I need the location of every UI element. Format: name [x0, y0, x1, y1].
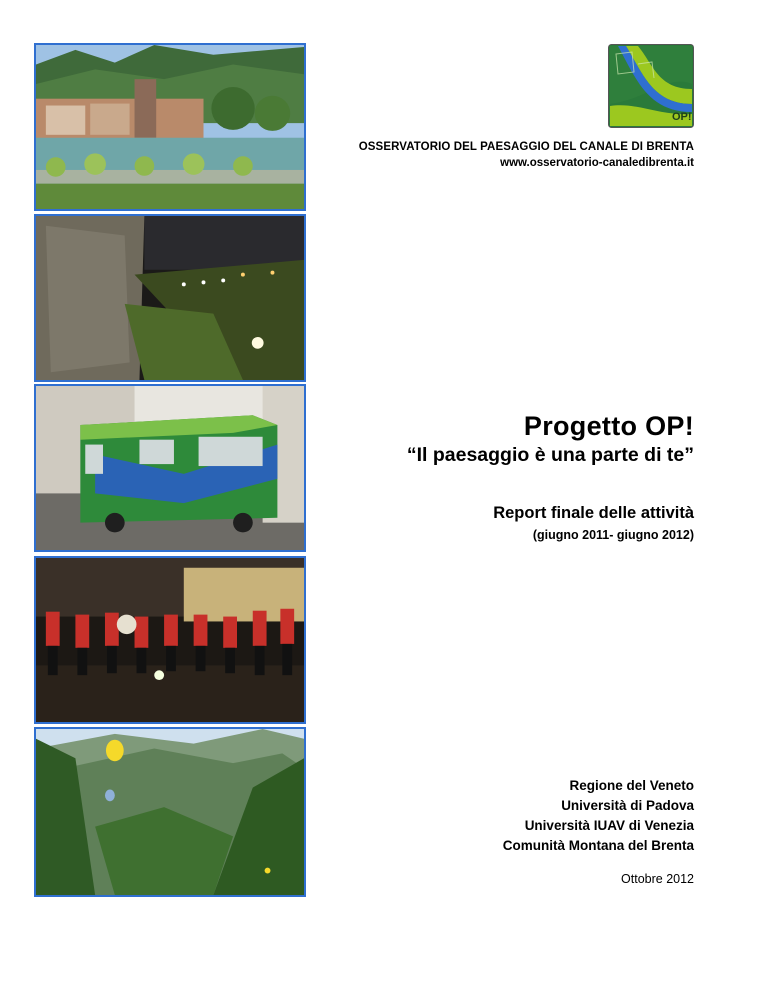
- institution-regione: Regione del Veneto: [569, 778, 694, 793]
- institution-comunita-montana: Comunità Montana del Brenta: [502, 838, 694, 853]
- organization-name: OSSERVATORIO DEL PAESAGGIO DEL CANALE DI BRENTA: [358, 141, 694, 153]
- motto: “Il paesaggio è una parte di te”: [406, 444, 694, 466]
- publication-date: Ottobre 2012: [621, 872, 694, 886]
- photo-night-terraces: [34, 214, 306, 382]
- report-subtitle: Report finale delle attività: [493, 504, 694, 522]
- photo-marching-band: [34, 556, 306, 724]
- photo-camper-van: [34, 384, 306, 552]
- photo-mountains-balloons: [34, 727, 306, 897]
- report-period: (giugno 2011- giugno 2012): [532, 528, 694, 542]
- website-url[interactable]: www.osservatorio-canaledibrenta.it: [500, 157, 694, 169]
- svg-text:OP!: OP!: [672, 111, 692, 123]
- photo-village-river: [34, 43, 306, 211]
- institution-iuav: Università IUAV di Venezia: [524, 818, 694, 833]
- institution-padova: Università di Padova: [561, 798, 694, 813]
- page-title: Progetto OP!: [523, 411, 694, 441]
- op-logo-icon: [608, 44, 694, 128]
